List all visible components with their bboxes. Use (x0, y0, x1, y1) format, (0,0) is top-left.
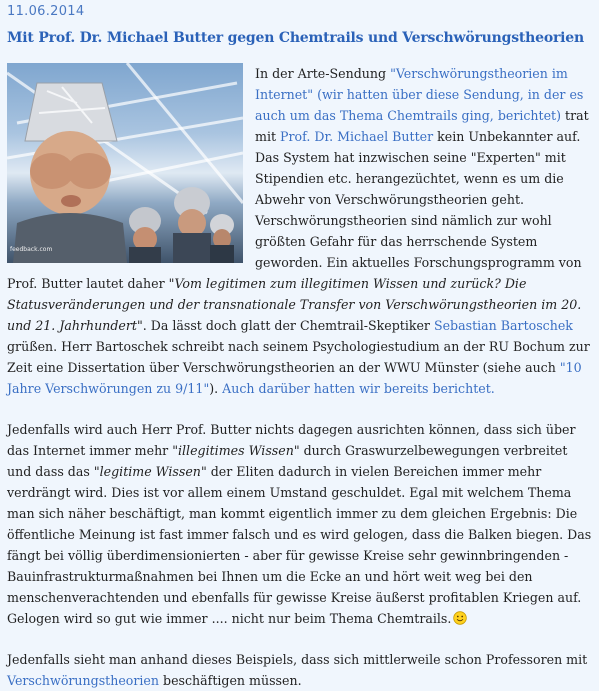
link-bereits-berichtet[interactable]: Auch darüber hatten wir bereits berichtet. (222, 381, 495, 396)
paragraph-2 (7, 419, 593, 629)
text: grüßen. Herr Bartoschek schreibt nach seinem Psychologiestudium an der RU Bochum zur Zeit eine Dissertation über Verschwörungstheorien an der WWU Münster (siehe auch (7, 339, 590, 375)
paragraph-3 (7, 649, 593, 691)
text: ". Da lässt doch glatt der Chemtrail-Skeptiker (136, 318, 434, 333)
tinfoil-hat-photo (7, 63, 243, 263)
text: " der Eliten dadurch in vielen Bereichen immer mehr verdrängt wird. Dies ist vor allem einem Umstand geschuldet. Egal mit welchem Thema man sich näher beschäftigt, man kommt eigentlich immer zu dem gleichen Ergebnis: Die öffentliche Meinung ist fast immer falsch und es wird gelogen, dass die Balken biegen. Das fängt bei völlig überdimensionierten - aber für gewisse Kreise sehr gewinnbringenden - Bauinfrastrukturmaßnahmen bei Ihnen um die Ecke an und hört weit weg bei den menschenverachtenden und ebenfalls für gewisse Kreise äußerst profitablen Kriegen auf. Gelogen wird so gut wie immer .... nicht nur beim Thema Chemtrails. (7, 464, 592, 626)
link-verschwoerungstheorien[interactable]: Verschwörungstheorien (7, 673, 159, 688)
text: Jedenfalls sieht man anhand dieses Beispiels, dass sich mittlerweile schon Professoren mit (7, 652, 588, 667)
post-title[interactable]: Mit Prof. Dr. Michael Butter gegen Chemtrails und Verschwörungstheorien (7, 30, 584, 46)
text: " durch Graswurzelbewegungen verbreitet und dass das " (7, 443, 568, 479)
emphasis: illegitimes Wissen (178, 443, 294, 458)
post-image (7, 63, 243, 263)
research-program-title: Vom legitimen zum illegitimen Wissen und zurück? Die Statusveränderungen und der transnationale Transfer von Verschwörungstheorien im 20. und 21. Jahrhundert (7, 276, 582, 333)
link-10-jahre[interactable]: "10 Jahre Verschwörungen zu 9/11" (7, 360, 582, 396)
link-arte-sendung[interactable]: "Verschwörungstheorien im Internet" (255, 66, 568, 102)
smiley-icon (453, 611, 467, 625)
post-date: 11.06.2014 (7, 4, 85, 19)
text: In der Arte-Sendung (255, 66, 391, 81)
link-bartoschek[interactable]: Sebastian Bartoschek (433, 318, 573, 333)
text: ). (209, 381, 223, 396)
emphasis: legitime Wissen (99, 464, 201, 479)
text: beschäftigen müssen. (159, 673, 302, 688)
post-body (7, 63, 593, 691)
text: kein Unbekannter auf. Das System hat inzwischen seine "Experten" mit Stipendien etc. herangezüchtet, wenn es um die Abwehr von Verschwörungstheorien geht. Verschwörungstheorien sind nämlich zur wohl größten Gefahr für das herrschende System geworden. Ein aktuelles Forschungsprogramm von Prof. Butter lautet daher " (7, 129, 582, 291)
link-prof-butter[interactable]: Prof. Dr. Michael Butter (280, 129, 434, 144)
text: trat mit (255, 108, 589, 144)
image-watermark: feedback.com (10, 246, 53, 253)
link-berichtet[interactable]: (wir hatten über diese Sendung, in der es auch um das Thema Chemtrails ging, berichtet) (255, 87, 584, 123)
text: Jedenfalls wird auch Herr Prof. Butter nichts dagegen ausrichten können, dass sich über das Internet immer mehr " (7, 422, 576, 458)
